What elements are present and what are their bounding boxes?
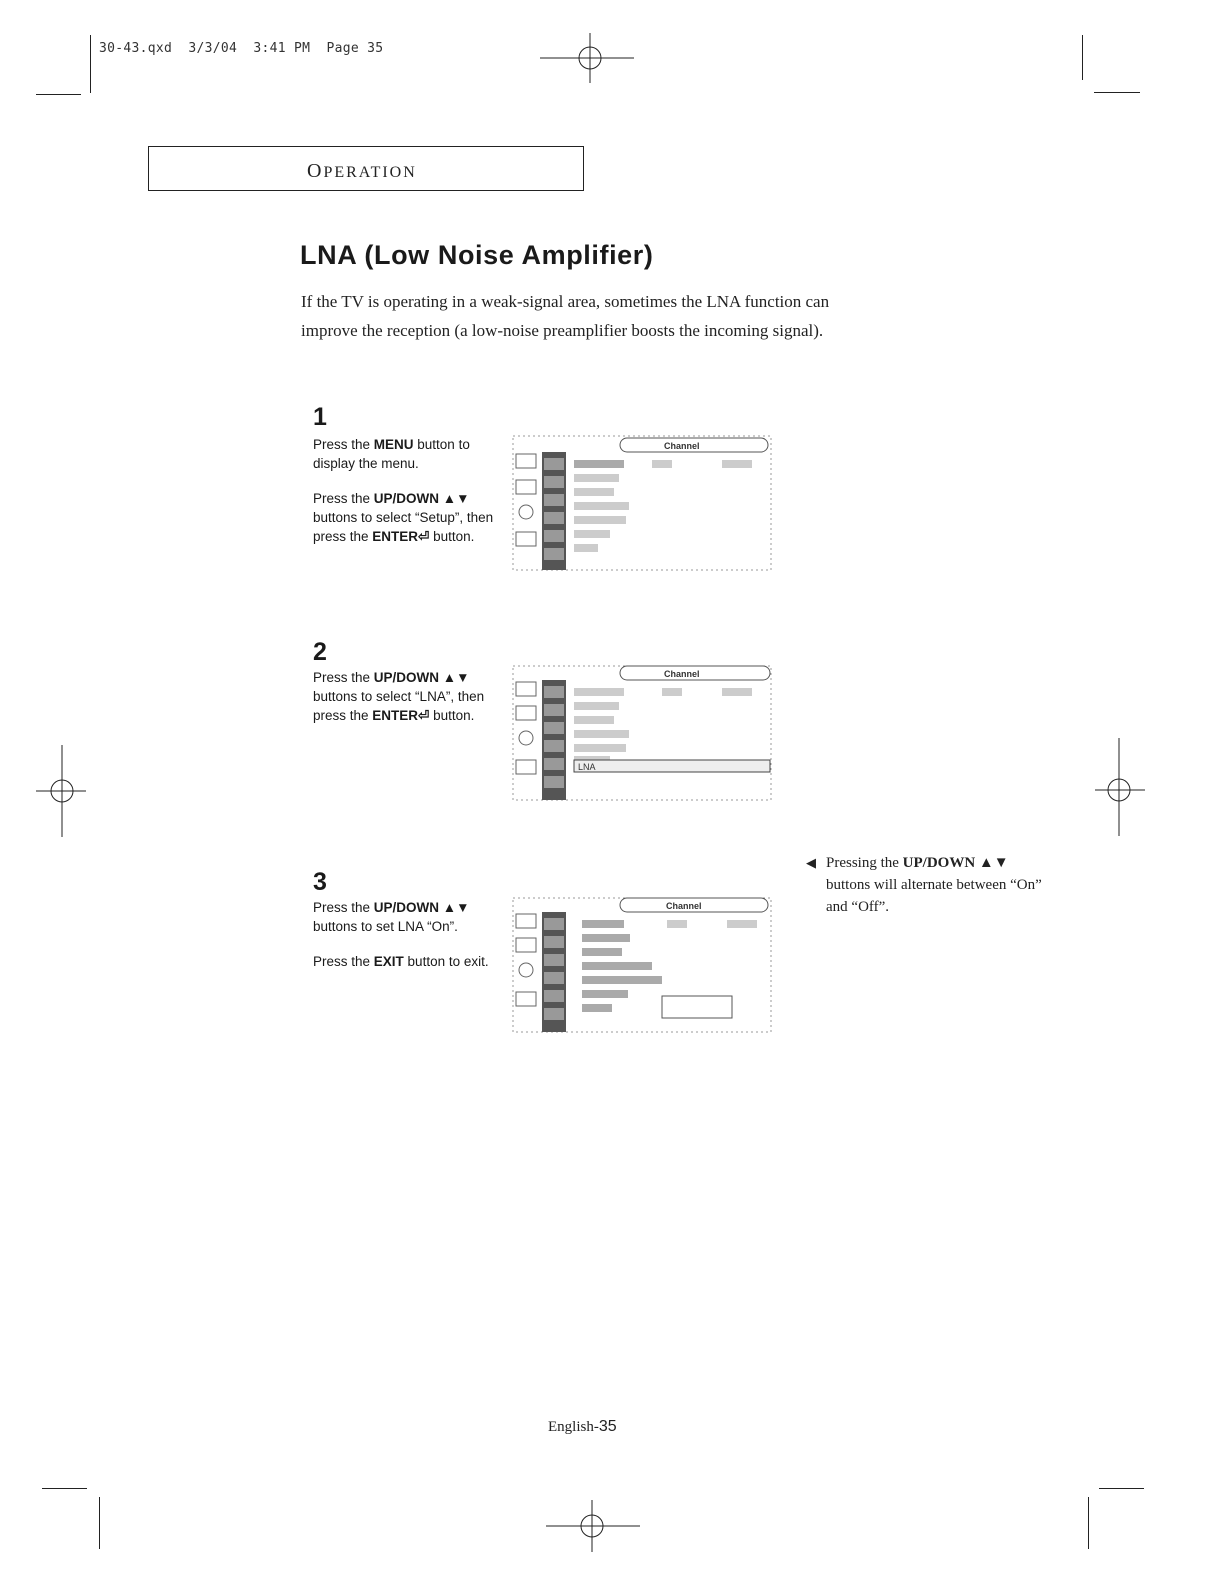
- key-label: EXIT: [373, 954, 404, 969]
- crop-mark: [1082, 35, 1083, 80]
- intro-line: improve the reception (a low-noise preamplifier boosts the incoming signal).: [301, 321, 824, 340]
- key-label: ENTER⏎: [372, 708, 430, 723]
- crop-mark: [1088, 1497, 1089, 1549]
- key-label: UP/DOWN ▲▼: [902, 855, 1009, 871]
- text: Press the: [313, 670, 374, 685]
- step-paragraph: [313, 668, 503, 725]
- osd-title: Channel: [664, 441, 700, 451]
- tv-menu-illustration: [512, 662, 774, 804]
- key-label: UP/DOWN ▲▼: [373, 491, 470, 506]
- step-instructions: [313, 898, 503, 987]
- page-footer: [548, 1418, 617, 1436]
- key-label: ENTER⏎: [372, 529, 430, 544]
- text: Press the: [313, 437, 374, 452]
- intro-line: If the TV is operating in a weak-signal area, sometimes the LNA function can: [301, 292, 830, 311]
- osd-screenshot: [512, 432, 774, 574]
- tv-menu-illustration: [512, 894, 774, 1036]
- step-instructions: [313, 668, 503, 741]
- text: button.: [429, 529, 475, 544]
- section-label: OPERATION: [307, 160, 417, 182]
- crop-mark: [1094, 92, 1140, 93]
- section-header: [148, 146, 584, 191]
- key-label: UP/DOWN ▲▼: [373, 900, 470, 915]
- step-number: 3: [313, 868, 327, 896]
- left-arrow-icon: ◀: [806, 855, 816, 870]
- step-paragraph: [313, 952, 503, 971]
- text: button to exit.: [403, 954, 489, 969]
- osd-title: Channel: [666, 901, 702, 911]
- registration-mark-icon: [1095, 738, 1145, 836]
- text: Press the: [313, 954, 374, 969]
- text: button to display the menu.: [313, 437, 470, 471]
- text: Press the: [313, 900, 374, 915]
- text: button.: [429, 708, 475, 723]
- intro-paragraph: [301, 287, 941, 345]
- text: Press the: [313, 491, 374, 506]
- registration-mark-icon: [36, 745, 86, 837]
- note-text: [826, 852, 1046, 918]
- crop-mark: [1099, 1488, 1144, 1489]
- page-number: 35: [598, 1418, 617, 1435]
- print-slug: 30-43.qxd 3/3/04 3:41 PM Page 35: [99, 41, 384, 56]
- crop-mark: [36, 94, 81, 95]
- osd-title: Channel: [664, 669, 700, 679]
- crop-mark: [90, 35, 91, 93]
- step-paragraph: [313, 435, 503, 473]
- text: Pressing the: [826, 855, 903, 871]
- step-paragraph: [313, 489, 503, 546]
- registration-mark-icon: [546, 1500, 640, 1552]
- step-number: 1: [313, 403, 327, 431]
- crop-mark: [99, 1497, 100, 1549]
- osd-screenshot: [512, 894, 774, 1036]
- step-instructions: [313, 435, 503, 562]
- osd-screenshot: [512, 662, 774, 804]
- footer-language: English-: [548, 1419, 599, 1435]
- text: buttons to set LNA “On”.: [313, 919, 458, 934]
- tv-menu-illustration: [512, 432, 774, 574]
- step-number: 2: [313, 638, 327, 666]
- key-label: MENU: [373, 437, 414, 452]
- text: buttons to select “LNA”, then press the: [313, 689, 485, 723]
- key-label: UP/DOWN ▲▼: [373, 670, 470, 685]
- side-note: [806, 852, 1046, 918]
- crop-mark: [42, 1488, 87, 1489]
- page-title: LNA (Low Noise Amplifier): [300, 240, 654, 270]
- text: buttons will alternate between “On” and “Off”.: [826, 877, 1042, 915]
- text: buttons to select “Setup”, then press the: [313, 510, 494, 544]
- registration-mark-icon: [540, 33, 634, 83]
- osd-highlight: LNA: [578, 762, 596, 772]
- step-paragraph: [313, 898, 503, 936]
